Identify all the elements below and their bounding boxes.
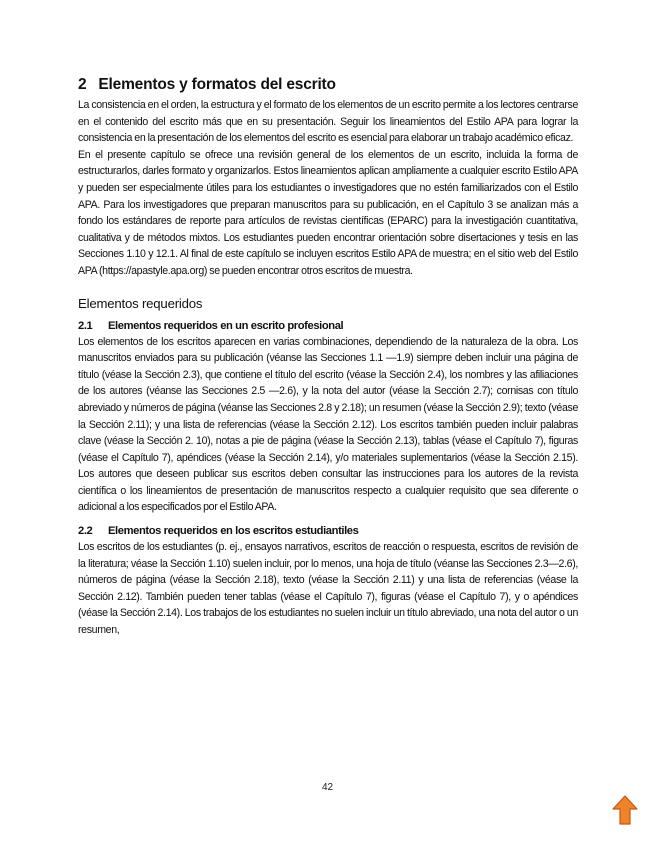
up-arrow-icon[interactable] — [612, 795, 638, 825]
subsection-title: Elementos requeridos en los escritos estudiantiles — [108, 525, 359, 538]
subsection-heading-2-2 — [78, 525, 578, 537]
subsection-paragraph-2-1: Los elementos de los escritos aparecen en varias combinaciones, dependiendo de la naturaleza de la obra. Los manuscritos enviados para su publicación (véanse las Secciones 1.1 —1.9) siempre deben incluir una página de título (véase la Sección 2.3), que contiene el título del escrito (véase la Sección 2.4), los nombres y las afiliaciones de los autores (véanse las Secciones 2.5 —2.6), y la nota del autor (véase la Sección 2.7); cornisas con título abreviado y números de página (véanse las Secciones 2.8 y 2.18); un resumen (véase la Sección 2.9); texto (véase la Sección 2.11); y una lista de referencias (véase la Sección 2.12). Los escritos también pueden incluir palabras clave (véase la Sección 2. 10), notas a pie de página (véase la Sección 2.13), tablas (véase el Capítulo 7), figuras (véase el Capítulo 7), apéndices (véase la Sección 2.14), y/o materiales suplementarios (véase la Sección 2.15). Los autores que deseen publicar sus escritos deben consultar las instrucciones para los autores de la revista científica o los lineamientos de presentación de manuscritos respecto a cualquier requisito que sea diferente o adicional a los especificados por el Estilo APA. — [78, 335, 578, 514]
section-heading: Elementos requeridos — [78, 295, 203, 311]
subsection-number: 2.2 — [78, 525, 93, 538]
intro-paragraph: La consistencia en el orden, la estructura y el formato de los elementos de un escrito permite a los lectores centrarse en el contenido del escrito más que en su presentación. Seguir los lineamientos del Estilo APA para lograr la consistencia en la presentación de los elementos del escrito es esencial para elaborar un trabajo académico eficaz. — [78, 99, 578, 145]
subsection-paragraph-2-2: Los escritos de los estudiantes (p. ej., ensayos narrativos, escritos de reacción o respuesta, escritos de revisión de la literatura; véase la Sección 1.10) suelen incluir, por lo menos, una hoja de título (véanse las Secciones 2.3—2.6), números de página (véase la Sección 2.18), texto (véase la Sección 2.11) y una lista de referencias (véase la Sección 2.12). También pueden tener tablas (véase el Capítulo 7), figuras (véase el Capítulo 7), y o apéndices (véase la Sección 2.14). Los trabajos de los estudiantes no suelen incluir un título abreviado, una nota del autor o un resumen, — [78, 541, 578, 637]
chapter-title: Elementos y formatos del escrito — [98, 76, 336, 93]
chapter-number: 2 — [78, 76, 87, 93]
intro-paragraph: En el presente capítulo se ofrece una revisión general de los elementos de un escrito, incluida la forma de estructurarlos, darles formato y organizarlos. Estos lineamientos aplican ampliamente a cualquier escrito Estilo APA y pueden ser especialmente útiles para los estudiantes o investigadores que no estén familiarizados con el Estilo APA. Para los investigadores que preparan manuscritos para su publicación, en el Capítulo 3 se analizan más a fondo los estándares de reporte para artículos de revistas científicas (EPARC) para la investigación cuantitativa, cualitativa y de métodos mixtos. Los estudiantes pueden encontrar orientación sobre disertaciones y tesis en las Secciones 1.10 y 12.1. Al final de este capítulo se incluyen escritos Estilo APA de muestra; en el sitio web del Estilo APA (https://apastyle.apa.org) se pueden encontrar otros escritos de muestra. — [78, 148, 578, 277]
page-content — [78, 76, 578, 639]
subsection-heading-2-1 — [78, 320, 578, 332]
chapter-heading — [78, 76, 578, 94]
page-number: 42 — [321, 782, 334, 793]
subsection-title: Elementos requeridos en un escrito profesional — [108, 319, 344, 332]
subsection-number: 2.1 — [78, 319, 93, 332]
